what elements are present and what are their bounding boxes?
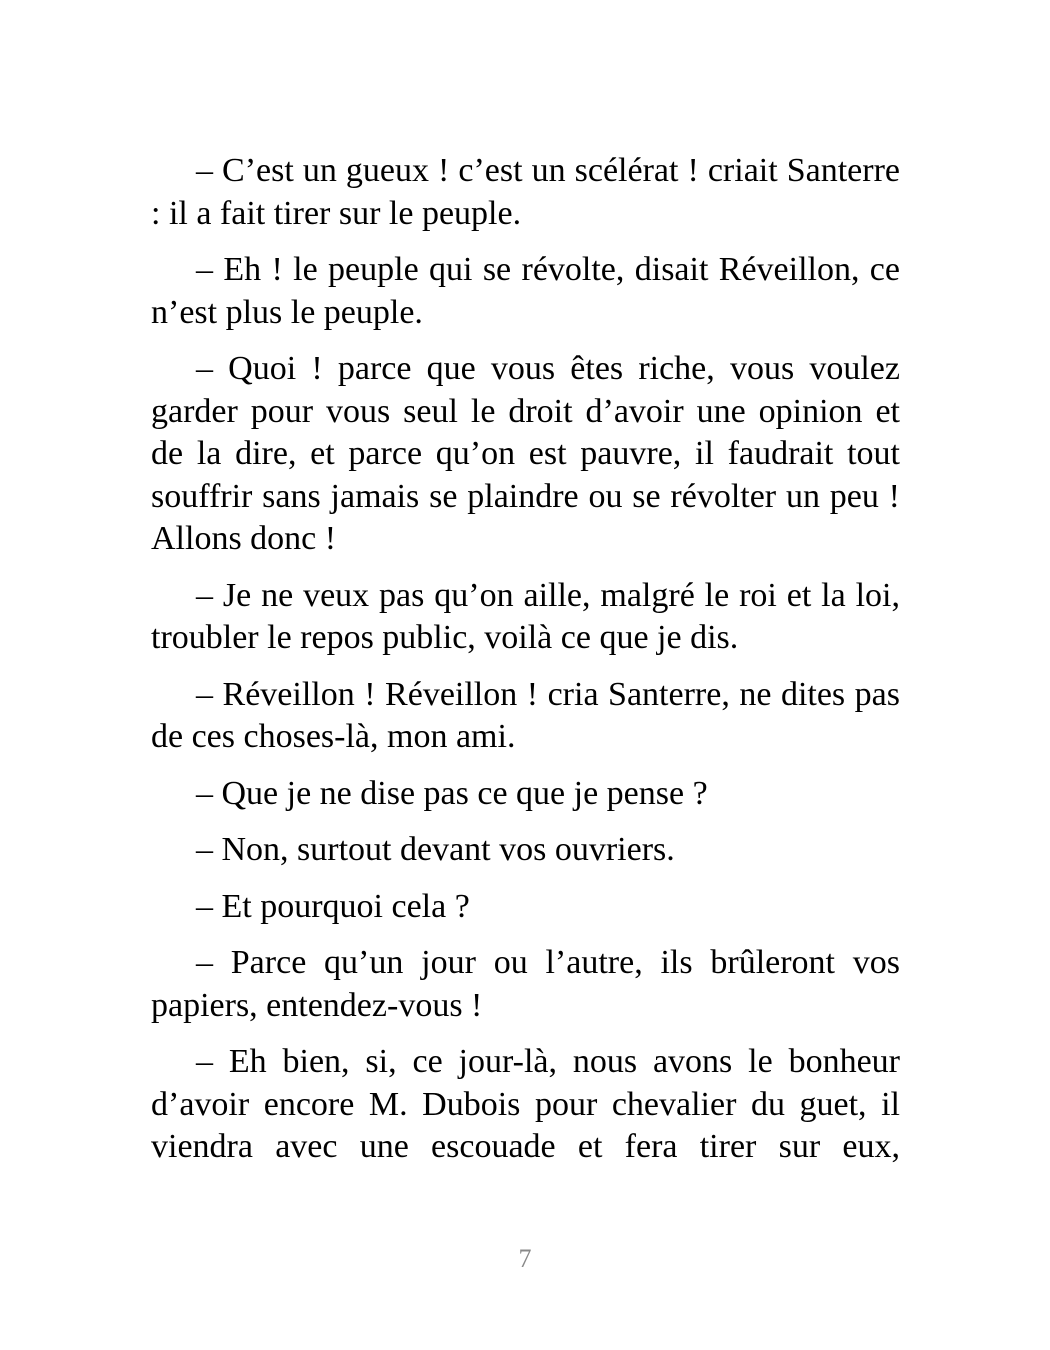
- dialogue-paragraph-8: – Et pourquoi cela ?: [196, 887, 470, 925]
- dialogue-paragraph-5: – Réveillon ! Réveillon ! cria Santerre, ne dites pas de ces choses-là, mon ami.: [151, 675, 900, 755]
- dialogue-paragraph-7: – Non, surtout devant vos ouvriers.: [196, 831, 675, 868]
- dialogue-paragraph-4: – Je ne veux pas qu’on aille, malgré le roi et la loi, troubler le repos public, voilà ce que je dis.: [151, 576, 900, 656]
- page-body-text: [151, 150, 900, 1183]
- dialogue-paragraph-10: – Eh bien, si, ce jour-là, nous avons le bonheur d’avoir encore M. Dubois pour chevalier du guet, il viendra avec une escouade et fera tirer sur eux,: [151, 1043, 900, 1165]
- dialogue-paragraph-6: – Que je ne dise pas ce que je pense ?: [196, 774, 708, 812]
- dialogue-paragraph-9: – Parce qu’un jour ou l’autre, ils brûleront vos papiers, entendez-vous !: [151, 944, 900, 1024]
- page-number: 7: [518, 1244, 532, 1273]
- dialogue-paragraph-2: – Eh ! le peuple qui se révolte, disait Réveillon, ce n’est plus le peuple.: [151, 251, 900, 331]
- dialogue-paragraph-3: – Quoi ! parce que vous êtes riche, vous voulez garder pour vous seul le droit d’avoir une opinion et de la dire, et parce qu’on est pauvre, il faudrait tout souffrir sans jamais se plaindre ou se révolter un peu ! Allons donc !: [151, 350, 900, 557]
- dialogue-paragraph-1: – C’est un gueux ! c’est un scélérat ! criait Santerre : il a fait tirer sur le peuple.: [151, 152, 900, 232]
